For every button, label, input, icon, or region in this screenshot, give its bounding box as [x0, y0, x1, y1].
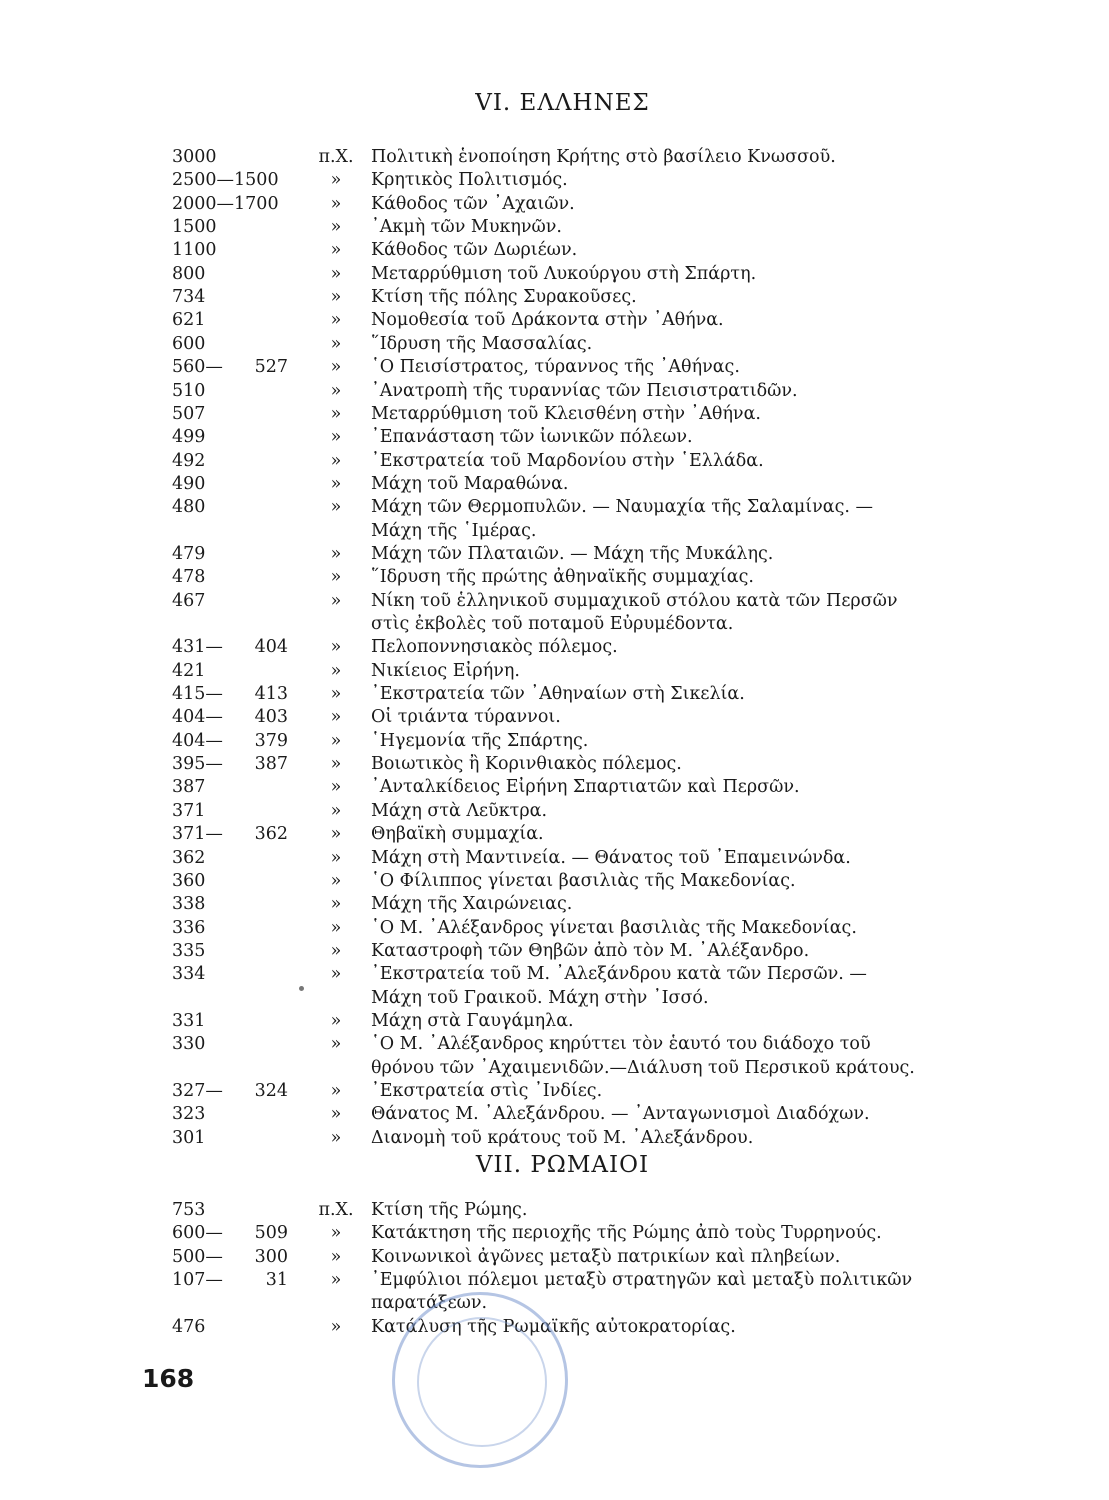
era-mark: » [330, 450, 342, 471]
year-start: 499 [172, 427, 206, 448]
year-start: 421 [172, 660, 206, 681]
event-text: ῾Ο Μ. ᾿Αλέξανδρος κηρύττει τὸν ἑαυτό του διάδοχο τοῦ [371, 1034, 871, 1055]
timeline-row [0, 380, 1109, 403]
year-start: 1500 [172, 217, 217, 238]
timeline-row [0, 1127, 1109, 1150]
timeline-row [0, 940, 1109, 963]
year-start: 327— [172, 1081, 223, 1101]
timeline-row [0, 776, 1109, 799]
timeline-row [0, 216, 1109, 239]
event-text: ῾Ο Μ. ᾿Αλέξανδρος γίνεται βασιλιὰς τῆς Μακεδονίας. [371, 917, 857, 938]
year-start: 600 [172, 333, 206, 354]
year-start: 330 [172, 1034, 206, 1055]
timeline-row [0, 660, 1109, 683]
event-text: ῞Ιδρυση τῆς πρώτης ἀθηναϊκῆς συμμαχίας. [371, 567, 754, 588]
timeline-row [0, 1010, 1109, 1033]
event-text: Μάχη στὰ Λεῦκτρα. [371, 800, 548, 821]
era-mark: » [330, 333, 342, 354]
era-mark: » [330, 777, 342, 798]
era-mark: » [330, 240, 342, 261]
timeline-row [0, 1269, 1109, 1292]
year-start: 395— [172, 754, 223, 775]
event-text: ᾿Εκστρατεία τοῦ Μ. ᾿Αλεξάνδρου κατὰ τῶν Περσῶν. — [371, 964, 867, 985]
event-text: παρατάξεων. [371, 1293, 488, 1314]
year-start: 338 [172, 894, 206, 915]
event-text: Θάνατος Μ. ᾿Αλεξάνδρου. — ᾿Ανταγωνισμοὶ Διαδόχων. [371, 1104, 870, 1125]
timeline-row [0, 963, 1109, 986]
year-start: 3000 [172, 147, 217, 167]
timeline-row [0, 1246, 1109, 1269]
event-text: ῾Ο Φίλιππος γίνεται βασιλιὰς τῆς Μακεδονίας. [371, 870, 796, 891]
event-text: θρόνου τῶν ᾿Αχαιμενιδῶν.—Διάλυση τοῦ Περσικοῦ κράτους. [371, 1057, 915, 1078]
era-mark: » [330, 1223, 342, 1244]
timeline-row [0, 239, 1109, 262]
event-text: ῾Ηγεμονία τῆς Σπάρτης. [371, 730, 589, 751]
timeline-row [0, 403, 1109, 426]
event-text: Πελοποννησιακὸς πόλεμος. [371, 637, 618, 658]
timeline-row [0, 1103, 1109, 1126]
event-text: Βοιωτικὸς ἢ Κορινθιακὸς πόλεμος. [371, 754, 682, 775]
timeline-row-continuation [0, 520, 1109, 543]
era-mark: » [330, 357, 342, 378]
timeline-row [0, 706, 1109, 729]
era-mark: » [330, 894, 342, 915]
era-mark: » [330, 730, 342, 751]
year-start: 479 [172, 543, 206, 564]
year-start: 431— [172, 637, 223, 658]
era-mark: » [330, 707, 342, 728]
year-end: 404 [254, 637, 288, 658]
era-mark: » [330, 380, 342, 401]
era-mark: » [330, 660, 342, 681]
era-mark: » [330, 870, 342, 891]
timeline-row [0, 800, 1109, 823]
event-text: ᾿Εκστρατεία στὶς ᾿Ινδίες. [371, 1081, 603, 1101]
era-mark: » [330, 964, 342, 985]
timeline-row [0, 543, 1109, 566]
timeline-row [0, 193, 1109, 216]
year-start: 404— [172, 730, 223, 751]
era-mark: » [330, 263, 342, 284]
era-mark: » [330, 684, 342, 705]
era-mark: » [330, 754, 342, 775]
era-mark: » [330, 800, 342, 821]
year-end: 300 [254, 1246, 288, 1267]
event-text: Μάχη τοῦ Μαραθώνα. [371, 473, 569, 494]
event-text: Μάχη τῆς ῾Ιμέρας. [371, 520, 537, 541]
year-start: 2500—1500 [172, 170, 279, 191]
year-end: 509 [254, 1223, 288, 1244]
section-title-greeks: VI. ΕΛΛΗΝΕΣ [475, 90, 650, 116]
era-mark: » [330, 1104, 342, 1125]
era-mark: » [330, 217, 342, 238]
year-start: 800 [172, 263, 206, 284]
timeline-row [0, 146, 1109, 169]
era-mark: » [330, 1081, 342, 1101]
event-text: ᾿Ανατροπὴ τῆς τυραννίας τῶν Πεισιστρατιδῶν. [371, 380, 798, 401]
event-text: Κατάλυση τῆς Ρωμαϊκῆς αὐτοκρατορίας. [371, 1316, 736, 1337]
page-number: 168 [142, 1364, 195, 1393]
era-mark: » [330, 1010, 342, 1031]
timeline-row [0, 496, 1109, 519]
year-start: 500— [172, 1246, 223, 1267]
timeline-row [0, 1222, 1109, 1245]
year-start: 335 [172, 940, 206, 961]
event-text: Μάχη τῆς Χαιρώνειας. [371, 894, 573, 915]
year-start: 2000—1700 [172, 193, 279, 214]
year-start: 478 [172, 567, 206, 588]
era-mark: » [330, 590, 342, 611]
year-start: 334 [172, 964, 206, 985]
event-text: ᾿Εκστρατεία τῶν ᾿Αθηναίων στὴ Σικελία. [371, 684, 745, 705]
year-start: 560— [172, 357, 223, 378]
year-start: 600— [172, 1223, 223, 1244]
event-text: ῾Ο Πεισίστρατος, τύραννος τῆς ᾿Αθήνας. [371, 357, 740, 378]
timeline-row [0, 893, 1109, 916]
year-end: 403 [254, 707, 288, 728]
timeline-row [0, 847, 1109, 870]
year-start: 107— [172, 1270, 223, 1291]
era-mark: » [330, 193, 342, 214]
event-text: Κάθοδος τῶν Δωριέων. [371, 240, 578, 261]
event-text: ᾿Ακμὴ τῶν Μυκηνῶν. [371, 217, 562, 238]
era-mark: » [330, 940, 342, 961]
timeline-row [0, 823, 1109, 846]
year-end: 324 [254, 1081, 288, 1101]
timeline-row-continuation [0, 1057, 1109, 1080]
year-start: 492 [172, 450, 206, 471]
year-start: 371 [172, 800, 206, 821]
event-text: Κάθοδος τῶν ᾿Αχαιῶν. [371, 193, 575, 214]
year-start: 336 [172, 917, 206, 938]
event-text: ᾿Εκστρατεία τοῦ Μαρδονίου στὴν ῾Ελλάδα. [371, 450, 764, 471]
event-text: ᾿Εμφύλιοι πόλεμοι μεταξὺ στρατηγῶν καὶ μεταξὺ πολιτικῶν [371, 1270, 913, 1291]
event-text: ᾿Ανταλκίδειος Εἰρήνη Σπαρτιατῶν καὶ Περσῶν. [371, 777, 800, 798]
year-start: 415— [172, 684, 223, 705]
timeline-row [0, 333, 1109, 356]
year-end: 527 [254, 357, 288, 378]
year-start: 467 [172, 590, 206, 611]
event-text: Κτίση τῆς Ρώμης. [371, 1200, 528, 1220]
event-text: Νομοθεσία τοῦ Δράκοντα στὴν ᾿Αθήνα. [371, 310, 724, 331]
event-text: ᾿Επανάσταση τῶν ἰωνικῶν πόλεων. [371, 427, 693, 448]
timeline-row [0, 450, 1109, 473]
year-start: 510 [172, 380, 206, 401]
era-mark: » [330, 427, 342, 448]
era-mark: » [330, 824, 342, 845]
year-start: 362 [172, 847, 206, 868]
timeline-row-continuation [0, 1292, 1109, 1315]
timeline-row [0, 917, 1109, 940]
timeline-row [0, 309, 1109, 332]
era-mark: » [330, 1127, 342, 1148]
library-stamp-ring [417, 1317, 547, 1447]
era-mark: » [330, 1270, 342, 1291]
era-mark: » [330, 1246, 342, 1267]
timeline-row [0, 636, 1109, 659]
era-mark: » [330, 1316, 342, 1337]
year-start: 371— [172, 824, 223, 845]
timeline-row [0, 263, 1109, 286]
year-start: 404— [172, 707, 223, 728]
year-end: 31 [265, 1270, 288, 1291]
event-text: Καταστροφὴ τῶν Θηβῶν ἀπὸ τὸν Μ. ᾿Αλέξανδρο. [371, 940, 810, 961]
era-mark: » [330, 497, 342, 518]
year-start: 476 [172, 1316, 206, 1337]
year-start: 621 [172, 310, 206, 331]
event-text: στὶς ἐκβολὲς τοῦ ποταμοῦ Εὐρυμέδοντα. [371, 614, 734, 634]
year-start: 490 [172, 473, 206, 494]
timeline-row-continuation [0, 987, 1109, 1010]
event-text: Μάχη στὰ Γαυγάμηλα. [371, 1010, 574, 1031]
library-stamp [392, 1292, 568, 1468]
event-text: Νίκη τοῦ ἑλληνικοῦ συμμαχικοῦ στόλου κατὰ τῶν Περσῶν [371, 590, 898, 611]
year-end: 413 [254, 684, 288, 705]
event-text: Κτίση τῆς πόλης Συρακοῦσες. [371, 287, 637, 308]
era-mark: π.Χ. [318, 147, 354, 167]
timeline-row [0, 1033, 1109, 1056]
event-text: Μάχη στὴ Μαντινεία. — Θάνατος τοῦ ᾿Επαμεινώνδα. [371, 847, 851, 868]
timeline-row [0, 426, 1109, 449]
year-end: 387 [254, 754, 288, 775]
event-text: Κρητικὸς Πολιτισμός. [371, 170, 568, 191]
timeline-row [0, 683, 1109, 706]
timeline-row [0, 753, 1109, 776]
era-mark: » [330, 543, 342, 564]
era-mark: » [330, 567, 342, 588]
event-text: Μάχη τῶν Θερμοπυλῶν. — Ναυμαχία τῆς Σαλαμίνας. — [371, 497, 874, 518]
timeline-row [0, 1199, 1109, 1222]
era-mark: » [330, 403, 342, 424]
timeline-row-continuation [0, 613, 1109, 636]
era-mark: » [330, 287, 342, 308]
year-start: 301 [172, 1127, 206, 1148]
timeline-row [0, 730, 1109, 753]
year-start: 507 [172, 403, 206, 424]
event-text: Κατάκτηση τῆς περιοχῆς τῆς Ρώμης ἀπὸ τοὺς Τυρρηνούς. [371, 1223, 882, 1244]
timeline-row [0, 1080, 1109, 1103]
year-end: 379 [254, 730, 288, 751]
event-text: ῞Ιδρυση τῆς Μασσαλίας. [371, 333, 593, 354]
event-text: Μεταρρύθμιση τοῦ Κλεισθένη στὴν ᾿Αθήνα. [371, 403, 761, 424]
year-start: 753 [172, 1200, 206, 1220]
year-start: 387 [172, 777, 206, 798]
print-speck [299, 986, 304, 991]
timeline-row [0, 473, 1109, 496]
timeline-row [0, 286, 1109, 309]
event-text: Μεταρρύθμιση τοῦ Λυκούργου στὴ Σπάρτη. [371, 263, 757, 284]
timeline-row [0, 566, 1109, 589]
year-end: 362 [254, 824, 288, 845]
event-text: Διανομὴ τοῦ κράτους τοῦ Μ. ᾿Αλεξάνδρου. [371, 1127, 754, 1148]
era-mark: π.Χ. [318, 1200, 354, 1220]
year-start: 480 [172, 497, 206, 518]
era-mark: » [330, 310, 342, 331]
timeline-row [0, 169, 1109, 192]
section-title-romans: VII. ΡΩΜΑΙΟΙ [475, 1152, 650, 1178]
era-mark: » [330, 1034, 342, 1055]
era-mark: » [330, 917, 342, 938]
year-start: 1100 [172, 240, 217, 261]
year-start: 331 [172, 1010, 206, 1031]
era-mark: » [330, 847, 342, 868]
timeline-row [0, 356, 1109, 379]
year-start: 323 [172, 1104, 206, 1125]
event-text: Κοινωνικοὶ ἀγῶνες μεταξὺ πατρικίων καὶ πληβείων. [371, 1246, 841, 1267]
year-start: 734 [172, 287, 206, 308]
timeline-row [0, 870, 1109, 893]
era-mark: » [330, 473, 342, 494]
event-text: Οἱ τριάντα τύραννοι. [371, 707, 561, 728]
event-text: Πολιτικὴ ἑνοποίηση Κρήτης στὸ βασίλειο Κνωσσοῦ. [371, 147, 836, 167]
era-mark: » [330, 637, 342, 658]
era-mark: » [330, 170, 342, 191]
event-text: Μάχη τῶν Πλαταιῶν. — Μάχη τῆς Μυκάλης. [371, 543, 774, 564]
timeline-row [0, 590, 1109, 613]
year-start: 360 [172, 870, 206, 891]
event-text: Θηβαϊκὴ συμμαχία. [371, 824, 544, 845]
event-text: Μάχη τοῦ Γραικοῦ. Μάχη στὴν ᾿Ισσό. [371, 987, 709, 1008]
event-text: Νικίειος Εἰρήνη. [371, 660, 520, 681]
